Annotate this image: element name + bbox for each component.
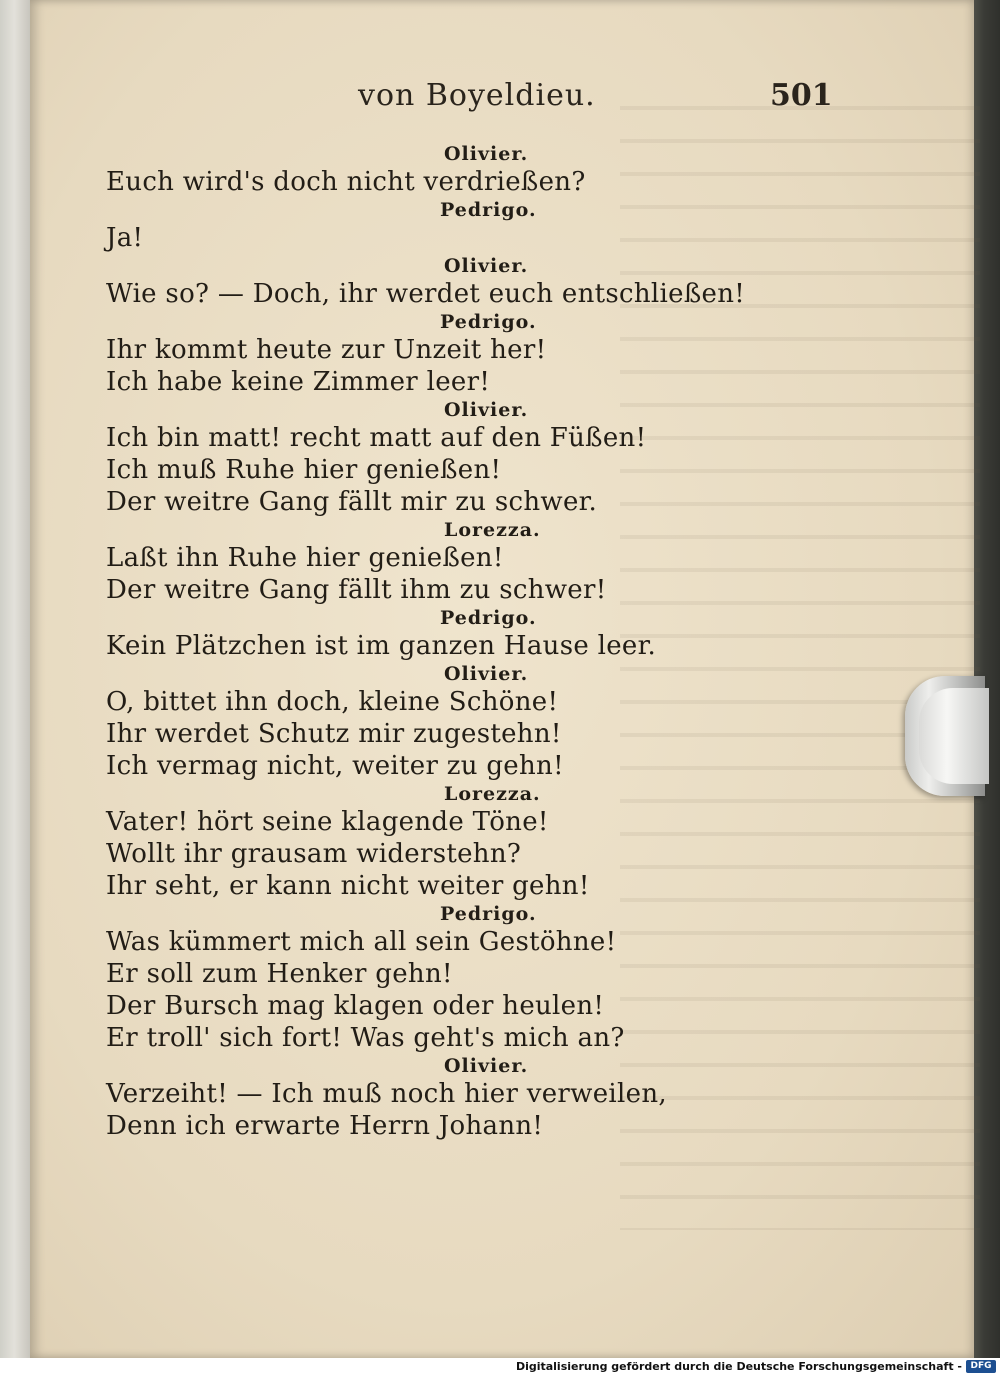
speaker-name: Lorezza.: [444, 783, 541, 805]
verse-line: O, bittet ihn doch, kleine Schöne!: [106, 687, 559, 717]
verse-line: Ja!: [106, 223, 144, 253]
verse-line: Euch wird's doch nicht verdrießen?: [106, 167, 586, 197]
verse-line: Ich muß Ruhe hier genießen!: [106, 455, 502, 485]
verse-line: Denn ich erwarte Herrn Johann!: [106, 1111, 544, 1141]
verse-line: Verzeiht! — Ich muß noch hier verweilen,: [106, 1079, 667, 1109]
verse-line: Wollt ihr grausam widerstehn?: [106, 839, 522, 869]
speaker-name: Lorezza.: [444, 519, 541, 541]
verse-line: Er troll' sich fort! Was geht's mich an?: [106, 1023, 625, 1053]
speaker-name: Olivier.: [444, 1055, 529, 1077]
running-title: von Boyeldieu.: [358, 78, 596, 113]
speaker-name: Olivier.: [444, 255, 529, 277]
speaker-name: Olivier.: [444, 143, 529, 165]
verse-line: Vater! hört seine klagende Töne!: [106, 807, 549, 837]
footer-bar: [0, 1358, 1000, 1376]
page-header: [30, 76, 974, 126]
verse-line: Der weitre Gang fällt ihm zu schwer!: [106, 575, 607, 605]
speaker-name: Pedrigo.: [440, 903, 537, 925]
funding-note: Digitalisierung gefördert durch die Deutsche Forschungsgemeinschaft -: [515, 1360, 962, 1373]
verse-line: Ihr werdet Schutz mir zugestehn!: [106, 719, 562, 749]
speaker-name: Olivier.: [444, 663, 529, 685]
page-clip: [905, 676, 985, 796]
book-page: [30, 0, 974, 1358]
verse-line: Kein Plätzchen ist im ganzen Hause leer.: [106, 631, 657, 661]
speaker-name: Pedrigo.: [440, 311, 537, 333]
verse-line: Der Bursch mag klagen oder heulen!: [106, 991, 605, 1021]
speaker-name: Pedrigo.: [440, 607, 537, 629]
speaker-name: Olivier.: [444, 399, 529, 421]
verse-line: Ich habe keine Zimmer leer!: [106, 367, 491, 397]
verse-line: Was kümmert mich all sein Gestöhne!: [106, 927, 617, 957]
dialogue-text: [106, 142, 745, 1142]
verse-line: Er soll zum Henker gehn!: [106, 959, 453, 989]
verse-line: Ich vermag nicht, weiter zu gehn!: [106, 751, 564, 781]
dfg-logo: DFG: [966, 1360, 996, 1373]
verse-line: Ihr seht, er kann nicht weiter gehn!: [106, 871, 590, 901]
speaker-name: Pedrigo.: [440, 199, 537, 221]
page-number: 501: [770, 78, 833, 113]
verse-line: Wie so? — Doch, ihr werdet euch entschließen!: [106, 279, 745, 309]
verse-line: Ich bin matt! recht matt auf den Füßen!: [106, 423, 647, 453]
verse-line: Laßt ihn Ruhe hier genießen!: [106, 543, 504, 573]
verse-line: Ihr kommt heute zur Unzeit her!: [106, 335, 547, 365]
verse-line: Der weitre Gang fällt mir zu schwer.: [106, 487, 598, 517]
